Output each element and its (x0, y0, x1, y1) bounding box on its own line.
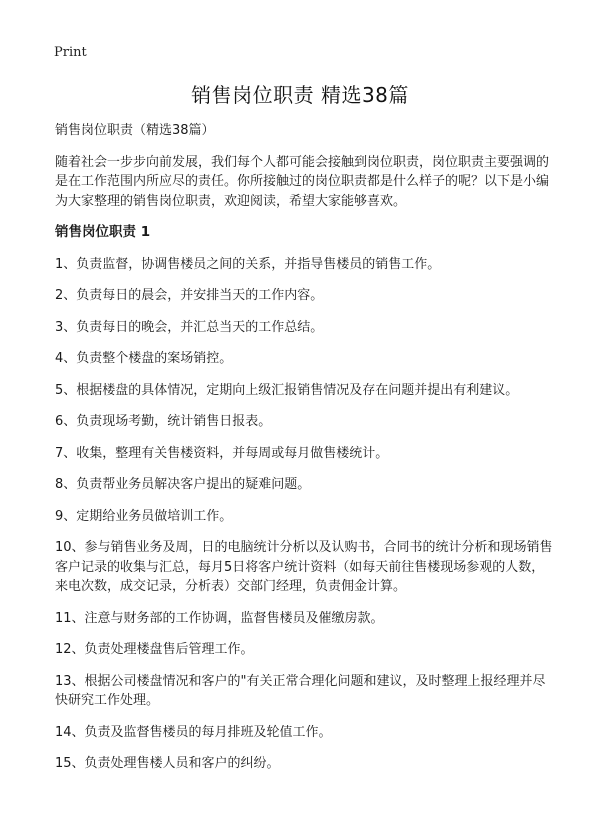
list-item: 13、根据公司楼盘情况和客户的"有关正常合理化问题和建议，及时整理上报经理并尽快研究工作处理。 (55, 673, 546, 708)
list-item: 14、负责及监督售楼员的每月排班及轮值工作。 (55, 724, 332, 740)
list-item: 2、负责每日的晨会，并安排当天的工作内容。 (55, 288, 324, 303)
list-item: 3、负责每日的晚会，并汇总当天的工作总结。 (55, 319, 324, 335)
list-item: 12、负责处理楼盘售后管理工作。 (55, 642, 254, 657)
list-item: 8、负责帮业务员解决客户提出的疑难问题。 (55, 477, 311, 492)
list-item: 10、参与销售业务及周，日的电脑统计分析以及认购书，合同书的统计分析和现场销售客户记录的收集与汇总，每月5日将客户统计资料（如每天前往售楼现场参观的人数，来电次数，成交记录，分析表）交部门经理，负责佣金计算。 (55, 540, 553, 594)
intro-paragraph: 随着社会一步步向前发展，我们每个人都可能会接触到岗位职责，岗位职责主要强调的是在工作范围内所应尽的责任。你所接触过的岗位职责都是什么样子的呢？以下是小编为大家整理的销售岗位职责，欢迎阅读，希望大家能够喜欢。 (55, 154, 550, 209)
section-heading: 销售岗位职责 1 (55, 224, 151, 240)
list-item: 9、定期给业务员做培训工作。 (55, 508, 233, 524)
print-label[interactable]: Print (54, 45, 87, 60)
document-subtitle: 销售岗位职责（精选38篇） (55, 123, 215, 138)
list-item: 1、负责监督，协调售楼员之间的关系，并指导售楼员的销售工作。 (55, 256, 441, 272)
list-item: 4、负责整个楼盘的案场销控。 (55, 351, 233, 366)
list-item: 6、负责现场考勤，统计销售日报表。 (55, 414, 272, 429)
document-body (55, 121, 553, 786)
list-item: 5、根据楼盘的具体情况，定期向上级汇报销售情况及存在问题并提出有利建议。 (55, 382, 519, 398)
list-item: 7、收集，整理有关售楼资料，并每周或每月做售楼统计。 (55, 445, 389, 461)
list-item: 15、负责处理售楼人员和客户的纠纷。 (55, 756, 280, 771)
page-title: 销售岗位职责 精选38篇 (191, 83, 409, 107)
list-item: 11、注意与财务部的工作协调，监督售楼员及催缴房款。 (55, 610, 384, 626)
